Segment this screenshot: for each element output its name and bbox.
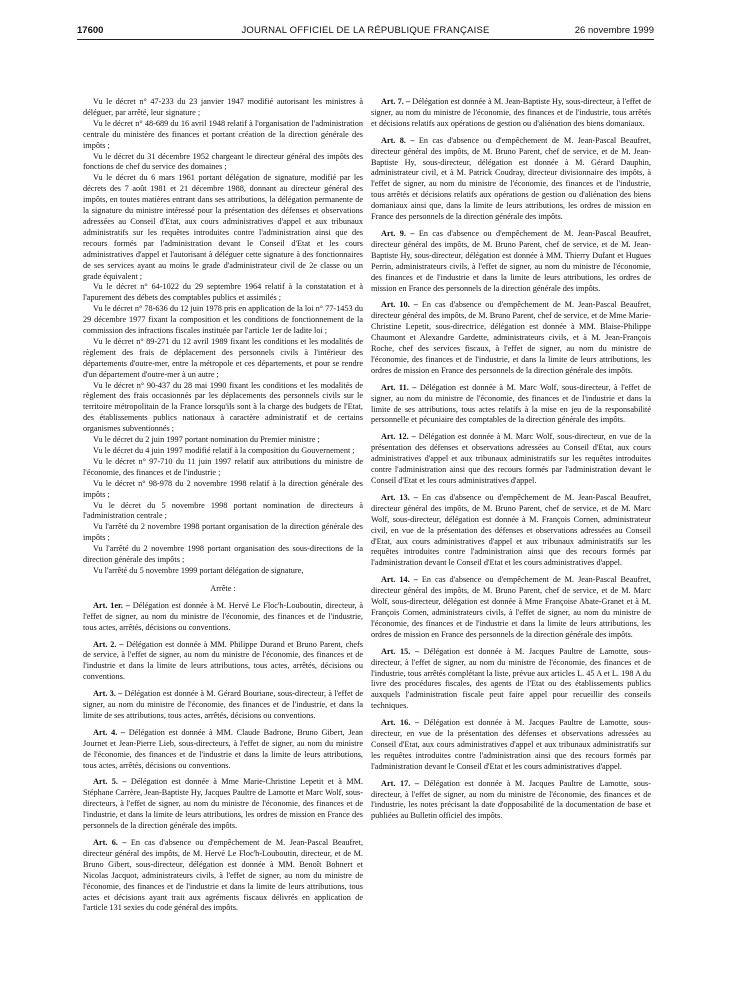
article-label: Art. 15. –	[381, 646, 420, 656]
article-6	[83, 838, 363, 914]
article-text: Délégation est donnée à M. Marc Wolf, sous-directeur, en vue de la présentation des défenses et observations adressées au Conseil d'Etat, aux cours administratives d'appel et aux tribunaux administratifs sur les requêtes introduites contre l'administration ainsi que des recours formés par l'administration devant le Conseil d'Etat et les cours administratives d'appel.	[371, 432, 652, 485]
article-7	[371, 97, 651, 130]
article-text: Délégation est donnée à M. Jacques Paultre de Lamotte, sous-directeur, à l'effet de signer, au nom du ministre de l'économie, des finances et de l'industrie, tous arrêtés complétant la liste, prévue aux articles L. 45 A et L. 198 A du livre des procédures fiscales, des agents de l'Etat ou des établissements publics auxquels l'administration fiscale peut faire appel pour recueillir des conseils techniques.	[371, 646, 652, 711]
article-13	[371, 493, 651, 569]
visa-paragraph: Vu le décret n° 64-1022 du 29 septembre 1964 relatif à la constatation et à l'apurement des débets des comptables publics et assimilés ;	[83, 282, 363, 303]
visa-paragraph: Vu le décret du 6 mars 1961 portant délégation de signature, modifié par les décrets des 7 août 1981 et 21 décembre 1988, donnant au directeur général des impôts, en toutes matières entrant dans ses attributions, la délégation permanente de la signature du ministre intéressé pour la présentation des défenses et observations adressées au Conseil d'Etat, aux cours administratives d'appel et aux tribunaux administratifs sur les requêtes introduites contre l'administration ainsi que des recours formés par l'administration devant le Conseil d'Etat et les cours administratives d'appel et l'autorisant à déléguer cette signature à des fonctionnaires de ses services ayant au moins le grade d'administrateur civil de 2e classe ou un grade équivalent ;	[83, 173, 363, 281]
visa-paragraph: Vu l'arrêté du 2 novembre 1998 portant organisation des sous-directions de la direction générale des impôts ;	[83, 544, 363, 565]
article-9	[371, 229, 651, 294]
visa-paragraph: Vu l'arrêté du 5 novembre 1999 portant délégation de signature,	[93, 565, 304, 575]
article-text: Délégation est donnée à M. Jacques Paultre de Lamotte, sous-directeur, à l'effet de signer, au nom du ministre de l'économie, des finances et de l'industrie, les notes précisant la date d'opposabilité de la documentation de base et publiées au Bulletin officiel des impôts.	[371, 778, 652, 821]
visa-paragraph: Vu le décret n° 90-437 du 28 mai 1990 fixant les conditions et les modalités de règlement des frais occasionnés par les déplacements des personnels civils sur le territoire métropolitain de la France lorsqu'ils sont à la charge des budgets de l'Etat, des établissements publics nationaux à caractère administratif et de certains organismes subventionnés ;	[83, 380, 363, 434]
visa-paragraph: Vu le décret du 5 novembre 1998 portant nomination de directeurs à l'administration centrale ;	[83, 500, 363, 521]
article-15	[371, 647, 651, 712]
article-text: Délégation est donnée à MM. Philippe Durand et Bruno Parent, chefs de service, à l'effet de signer, au nom du ministre de l'économie, des finances et de l'industrie et dans la limite de leurs attributions, tous actes, arrêtés, décisions ou conventions.	[83, 639, 363, 682]
article-12	[371, 432, 651, 487]
header-rule	[77, 39, 654, 40]
article-4	[83, 728, 363, 772]
journal-title: JOURNAL OFFICIEL DE LA RÉPUBLIQUE FRANÇAISE	[241, 25, 490, 36]
article-label: Art. 4. –	[93, 727, 126, 737]
article-label: Art. 7. –	[381, 97, 411, 106]
article-17	[371, 779, 651, 823]
visa-paragraph: Vu le décret n° 78-636 du 12 juin 1978 pris en application de la loi n° 77-1453 du 29 décembre 1977 fixant la composition et les conditions de fonctionnement de la commission des infractions fiscales instituée par l'article 1er de ladite loi ;	[83, 304, 363, 336]
article-label: Art. 8. –	[381, 135, 415, 145]
article-text: Délégation est donnée à M. Jean-Baptiste Hy, sous-directeur, à l'effet de signer, au nom du ministre de l'économie, des finances et de l'industrie, tous arrêtés et décisions relatifs aux opérations de gestion ou d'aliénation des biens domaniaux.	[371, 97, 652, 128]
visa-paragraph: Vu l'arrêté du 2 novembre 1998 portant organisation de la direction générale des impôts ;	[83, 522, 363, 543]
article-label: Art. 6. –	[93, 838, 127, 847]
arrete-heading: Arrête :	[210, 583, 236, 593]
article-label: Art. 1er. –	[93, 600, 130, 610]
page-number: 17600	[77, 25, 104, 36]
article-label: Art. 9. –	[381, 228, 415, 238]
article-label: Art. 2. –	[93, 639, 124, 649]
article-label: Art. 17. –	[381, 778, 420, 788]
article-label: Art. 16. –	[381, 718, 420, 728]
article-text: En cas d'absence ou d'empêchement de M. Jean-Pascal Beaufret, directeur général des impôts, de M. Hervé Le Floc'h-Louboutin, directeur, et de M. Bruno Gibert, sous-directeur, délégation est donnée à MM. Benoît Bohnert et Nicolas Jacquot, administrateurs civils, à l'effet de signer, au nom du ministre de l'économie, des finances et de l'industrie et dans la limite de leurs attributions, tous actes et décisions ayant trait aux agréments fiscaux délivrés en application de l'article 131 sexies du code général des impôts.	[83, 838, 364, 913]
article-text: Délégation est donnée à MM. Claude Badrone, Bruno Gibert, Jean Journet et Jean-Pierre Lieb, sous-directeurs, à l'effet de signer, au nom du ministre de l'économie, des finances et de l'industrie et dans la limite de leurs attributions, tous actes, arrêtés, décisions ou conventions.	[83, 727, 363, 770]
article-label: Art. 10. –	[381, 300, 418, 310]
visa-paragraph: Vu le décret n° 47-233 du 23 janvier 1947 modifié autorisant les ministres à déléguer, par arrêté, leur signature ;	[83, 97, 363, 117]
article-label: Art. 5. –	[93, 777, 127, 787]
visa-paragraph: Vu le décret n° 89-271 du 12 avril 1989 fixant les conditions et les modalités de règlement des frais de déplacement des personnels civils à l'intérieur des départements d'outre-mer, entre la métropole et ces départements, et pour se rendre d'un département d'outre-mer à un autre ;	[83, 336, 363, 379]
visa-paragraph: Vu le décret n° 98-978 du 2 novembre 1998 relatif à la direction générale des impôts ;	[83, 478, 363, 499]
issue-date: 26 novembre 1999	[574, 25, 654, 36]
article-1	[83, 601, 363, 634]
article-14	[371, 575, 651, 640]
visa-paragraph: Vu le décret du 4 juin 1997 modifié relatif à la composition du Gouvernement ;	[93, 446, 355, 455]
visa-paragraph: Vu le décret n° 48-689 du 16 avril 1948 relatif à l'organisation de l'administration centrale du ministère des finances et portant création de la direction générale des impôts ;	[83, 118, 363, 150]
left-column	[83, 97, 363, 914]
visa-paragraph: Vu le décret du 31 décembre 1952 chargeant le directeur général des impôts des fonctions de chef du service des domaines ;	[83, 151, 363, 172]
article-2	[83, 640, 363, 684]
page-header	[77, 25, 654, 37]
right-column	[371, 91, 651, 822]
article-label: Art. 11. –	[381, 382, 417, 392]
article-text: Délégation est donnée à M. Hervé Le Floc'h-Louboutin, directeur, à l'effet de signer, au nom du ministre de l'économie, des finances et de l'industrie, tous actes, arrêtés, décisions ou conventions.	[83, 600, 364, 632]
article-10	[371, 300, 651, 376]
article-text: En cas d'absence ou d'empêchement de M. Jean-Pascal Beaufret, directeur général des impôts, de M. Bruno Parent, chef de service, et de M. Jean-Baptiste Hy, sous-directeur, délégation est donnée à M. Gérard Dauphin, administrateur civil, et à M. Patrick Coudray, directeur divisionnaire des impôts, à l'effet de signer, au nom du ministre de l'économie, des finances et de l'industrie, tous arrêtés et décisions relatifs aux opérations de gestion ou d'aliénation des biens domaniaux ainsi que, dans la limite de leurs attributions, les ordres de mission en France des personnels de la direction générale des impôts.	[371, 135, 652, 222]
article-8	[371, 136, 651, 223]
article-text: En cas d'absence ou d'empêchement de M. Jean-Pascal Beaufret, directeur général des impôts, de M. Bruno Parent, chef de service, et de M. Marc Wolf, sous-directeur, délégation est donnée à Mme Françoise Abate-Granet et à M. François Cornen, administrateurs civils, à l'effet de signer, au nom du ministre de l'économie, des finances et de l'industrie et dans la limite de leurs attributions, les ordres de mission en France des personnels de la direction générale des impôts.	[371, 575, 652, 639]
article-label: Art. 3. –	[93, 689, 123, 699]
article-5	[83, 777, 363, 832]
article-text: Délégation est donnée à M. Jacques Paultre de Lamotte, sous-directeur, en vue de la présentation des défenses et observations adressées au Conseil d'Etat, aux cours administratives d'appel et aux tribunaux administratifs sur les requêtes introduites contre l'administration ainsi que des recours formés par l'administration devant le Conseil d'Etat et les cours administratives d'appel.	[371, 718, 652, 771]
article-label: Art. 13. –	[381, 492, 418, 502]
article-text: En cas d'absence ou d'empêchement de M. Jean-Pascal Beaufret, directeur général des impôts, de M. Bruno Parent, chef de service, et de Mme Marie-Christine Lepetit, sous-directrice, délégation est donnée à MM. Blaise-Philippe Chaumont et Alexandre Gardette, administrateurs civils, et à M. Jean-François Roche, chef des services fiscaux, à l'effet de signer, au nom du ministre de l'économie, des finances et de l'industrie, et dans la limite de leurs attributions, les ordres de mission en France des personnels de la direction générale des impôts.	[371, 300, 652, 375]
article-16	[371, 718, 651, 773]
article-11	[371, 383, 651, 427]
article-3	[83, 689, 363, 722]
article-text: Délégation est donnée à M. Gérard Bouriane, sous-directeur, à l'effet de signer, au nom du ministre de l'économie, des finances et de l'industrie, et dans la limite de ses attributions, tous actes, arrêtés, décisions ou conventions.	[83, 689, 363, 720]
article-label: Art. 14. –	[381, 575, 418, 585]
article-text: En cas d'absence ou d'empêchement de M. Jean-Pascal Beaufret, directeur général des impôts, de M. Bruno Parent, chef de service, et de M. Marc Wolf, sous-directeur, délégation est donnée à M. François Cornen, administrateur civil, en vue de la présentation des défenses et observations adressées au Conseil d'Etat, aux cours administratives d'appel et aux tribunaux administratifs sur les requêtes introduites contre l'administration ainsi que des recours formés par l'administration devant le Conseil d'Etat et les cours administratives d'appel.	[371, 492, 652, 568]
article-text: Délégation est donnée à Mme Marie-Christine Lepetit et à MM. Stéphane Carrère, Jean-Baptiste Hy, Jacques Paultre de Lamotte et Marc Wolf, sous-directeurs, à l'effet de signer, au nom du ministre de l'économie, des finances et de l'industrie, et dans la limite de leurs attributions, les ordres de mission en France des personnels de la direction générale des impôts.	[83, 777, 364, 831]
article-text: Délégation est donnée à M. Marc Wolf, sous-directeur, à l'effet de signer, au nom du ministre de l'économie, des finances et de l'industrie et dans la limite de ses attributions, tous actes relatifs à la mise en jeu de la responsabilité personnelle et pécuniaire des comptables de la direction générale des impôts.	[371, 382, 651, 425]
visa-paragraph: Vu le décret n° 97-710 du 11 juin 1997 relatif aux attributions du ministre de l'économie, des finances et de l'industrie ;	[83, 456, 363, 477]
visa-paragraph: Vu le décret du 2 juin 1997 portant nomination du Premier ministre ;	[93, 435, 320, 445]
article-label: Art. 12. –	[381, 432, 416, 442]
article-text: En cas d'absence ou d'empêchement de M. Jean-Pascal Beaufret, directeur général des impôts, de M. Bruno Parent, chef de service, et de M. Jean-Baptiste Hy, sous-directeur, délégation est donnée à MM. Thierry Dufant et Hugues Perrin, administrateurs civils, à l'effet de signer, au nom du ministre de l'économie, des finances et de l'industrie et dans la limite de leurs attributions, les ordres de mission en France des personnels de la direction générale des impôts.	[371, 228, 652, 293]
